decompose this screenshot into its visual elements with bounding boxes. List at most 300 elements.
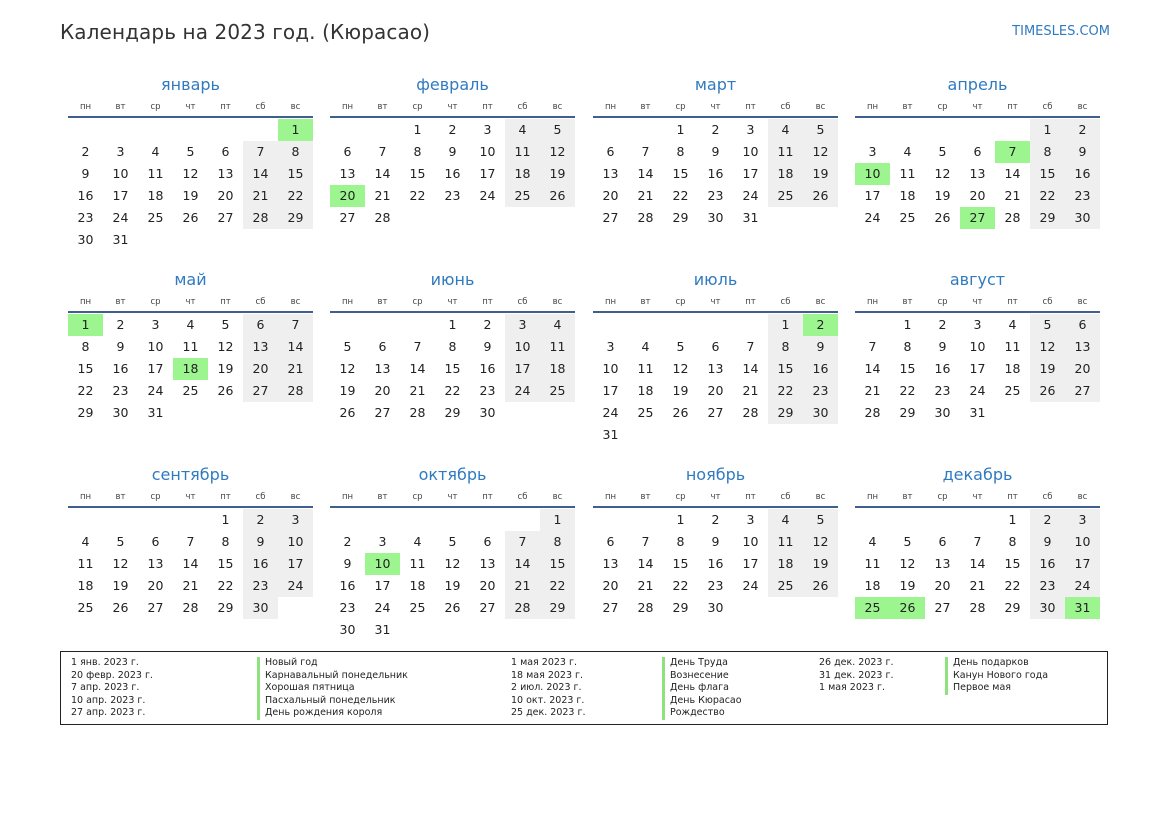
day-cell: 27 — [602, 210, 619, 225]
weekday-label: вт — [377, 102, 388, 112]
day-cell: 15 — [409, 166, 426, 181]
legend-holiday-name: Вознесение — [662, 670, 742, 683]
weekday-header — [68, 492, 313, 504]
weekday-label: сб — [255, 297, 266, 307]
day-cell: 19 — [339, 383, 356, 398]
weekday-label: сб — [1042, 102, 1053, 112]
day-cell: 9 — [711, 144, 720, 159]
day-cell: 1 — [1008, 512, 1017, 527]
day-cell: 20 — [217, 188, 234, 203]
weekday-header — [855, 492, 1100, 504]
day-cell: 6 — [606, 534, 615, 549]
day-cell: 4 — [868, 534, 877, 549]
day-cell: 12 — [217, 339, 234, 354]
day-cell: 16 — [444, 166, 461, 181]
day-cell: 14 — [505, 553, 540, 575]
day-cell: 2 — [483, 317, 492, 332]
day-cell: 30 — [112, 405, 129, 420]
day-cell: 16 — [707, 556, 724, 571]
day-cell: 4 — [903, 144, 912, 159]
day-cell: 7 — [413, 339, 422, 354]
day-cell: 25 — [637, 405, 654, 420]
day-cell: 9 — [938, 339, 947, 354]
day-cell: 8 — [1030, 141, 1065, 163]
weekday-label: чт — [972, 102, 983, 112]
day-cell: 28 — [969, 600, 986, 615]
day-cell: 7 — [378, 144, 387, 159]
legend-date: 1 мая 2023 г. — [819, 682, 885, 694]
day-cell: 1 — [448, 317, 457, 332]
legend-holiday-name: Рождество — [662, 707, 742, 720]
legend-date: 1 мая 2023 г. — [511, 657, 577, 668]
weekday-label: вт — [377, 492, 388, 502]
day-cell: 29 — [768, 402, 803, 424]
day-cell: 12 — [672, 361, 689, 376]
weekday-label: вс — [290, 102, 301, 112]
day-cell: 11 — [505, 141, 540, 163]
day-cell: 9 — [711, 534, 720, 549]
day-cell: 28 — [182, 600, 199, 615]
day-cell: 17 — [112, 188, 129, 203]
day-cell: 21 — [1004, 188, 1021, 203]
weekday-label: пт — [1007, 102, 1018, 112]
day-cell: 27 — [217, 210, 234, 225]
day-cell: 10 — [742, 534, 759, 549]
day-cell: 21 — [182, 578, 199, 593]
day-cell: 3 — [606, 339, 615, 354]
day-cell: 16 — [339, 578, 356, 593]
day-cell: 2 — [1030, 509, 1065, 531]
weekday-label: вт — [640, 102, 651, 112]
day-cell: 20 — [1065, 358, 1100, 380]
legend-holiday-name: Пасхальный понедельник — [257, 695, 408, 708]
day-cell: 23 — [243, 575, 278, 597]
day-cell: 27 — [339, 210, 356, 225]
day-cell: 13 — [479, 556, 496, 571]
day-cell: 25 — [1004, 383, 1021, 398]
day-cell: 13 — [1065, 336, 1100, 358]
day-cell: 21 — [864, 383, 881, 398]
day-cell: 29 — [444, 405, 461, 420]
day-cell: 27 — [147, 600, 164, 615]
weekday-header — [68, 102, 313, 114]
weekday-label: ср — [150, 492, 161, 502]
day-cell: 16 — [479, 361, 496, 376]
day-cell: 1 — [768, 314, 803, 336]
day-cell: 17 — [1065, 553, 1100, 575]
day-cell: 7 — [641, 534, 650, 549]
weekday-label: сб — [255, 492, 266, 502]
day-cell: 25 — [540, 380, 575, 402]
day-cell: 23 — [339, 600, 356, 615]
day-cell: 22 — [540, 575, 575, 597]
day-cell: 18 — [637, 383, 654, 398]
day-cell: 6 — [378, 339, 387, 354]
weekday-label: вт — [902, 102, 913, 112]
month-rule — [330, 506, 575, 508]
day-cell: 9 — [483, 339, 492, 354]
day-cell: 28 — [278, 380, 313, 402]
weekday-label: вс — [552, 297, 563, 307]
day-cell: 2 — [1065, 119, 1100, 141]
day-cell: 16 — [803, 358, 838, 380]
weekday-label: вс — [552, 102, 563, 112]
legend-date: 10 апр. 2023 г. — [71, 694, 146, 706]
holiday-day-cell: 26 — [890, 597, 925, 619]
day-cell: 29 — [540, 597, 575, 619]
day-cell: 31 — [602, 427, 619, 442]
weekday-label: пт — [745, 297, 756, 307]
day-cell: 22 — [672, 188, 689, 203]
day-cell: 26 — [934, 210, 951, 225]
day-cell: 15 — [540, 553, 575, 575]
day-cell: 13 — [969, 166, 986, 181]
weekday-label: пн — [341, 102, 354, 112]
day-cell: 15 — [444, 361, 461, 376]
day-cell: 12 — [339, 361, 356, 376]
day-cell: 21 — [409, 383, 426, 398]
legend-dates-column — [71, 657, 153, 720]
day-cell: 8 — [448, 339, 457, 354]
day-cell: 19 — [217, 361, 234, 376]
day-cell: 13 — [243, 336, 278, 358]
holiday-day-cell: 7 — [995, 141, 1030, 163]
day-cell: 30 — [707, 210, 724, 225]
weekday-label: пн — [866, 297, 879, 307]
day-cell: 5 — [343, 339, 352, 354]
day-cell: 11 — [768, 141, 803, 163]
day-cell: 20 — [243, 358, 278, 380]
day-cell: 10 — [112, 166, 129, 181]
holiday-day-cell: 27 — [960, 207, 995, 229]
day-cell: 22 — [217, 578, 234, 593]
day-cell: 27 — [707, 405, 724, 420]
day-cell: 3 — [483, 122, 492, 137]
day-cell: 4 — [505, 119, 540, 141]
legend-date: 31 дек. 2023 г. — [819, 669, 894, 681]
weekday-label: пн — [79, 102, 92, 112]
day-cell: 11 — [899, 166, 916, 181]
weekday-label: пт — [1007, 492, 1018, 502]
day-cell: 12 — [934, 166, 951, 181]
day-cell: 20 — [479, 578, 496, 593]
day-cell: 5 — [186, 144, 195, 159]
day-cell: 14 — [374, 166, 391, 181]
holiday-day-cell: 2 — [803, 314, 838, 336]
day-cell: 5 — [676, 339, 685, 354]
legend-date: 2 июл. 2023 г. — [511, 682, 582, 694]
day-cell: 4 — [641, 339, 650, 354]
page-title: Календарь на 2023 год. (Кюрасао) — [60, 20, 431, 44]
day-cell: 15 — [768, 358, 803, 380]
day-cell: 18 — [147, 188, 164, 203]
day-cell: 16 — [77, 188, 94, 203]
day-cell: 24 — [147, 383, 164, 398]
month-name: март — [694, 75, 737, 94]
day-cell: 24 — [1065, 575, 1100, 597]
day-cell: 22 — [444, 383, 461, 398]
weekday-label: чт — [972, 492, 983, 502]
day-cell: 21 — [969, 578, 986, 593]
day-cell: 11 — [147, 166, 164, 181]
day-cell: 11 — [637, 361, 654, 376]
day-cell: 6 — [973, 144, 982, 159]
day-cell: 21 — [278, 358, 313, 380]
legend-date: 7 апр. 2023 г. — [71, 682, 140, 694]
day-cell: 26 — [672, 405, 689, 420]
day-cell: 11 — [768, 531, 803, 553]
day-cell: 2 — [343, 534, 352, 549]
day-cell: 16 — [934, 361, 951, 376]
weekday-label: пт — [220, 492, 231, 502]
day-cell: 23 — [77, 210, 94, 225]
day-cell: 30 — [339, 622, 356, 637]
weekday-label: чт — [447, 492, 458, 502]
day-cell: 14 — [182, 556, 199, 571]
day-cell: 22 — [1004, 578, 1021, 593]
day-cell: 23 — [112, 383, 129, 398]
day-cell: 26 — [1030, 380, 1065, 402]
day-cell: 26 — [540, 185, 575, 207]
day-cell: 2 — [81, 144, 90, 159]
day-cell: 15 — [217, 556, 234, 571]
day-cell: 11 — [1004, 339, 1021, 354]
day-cell: 3 — [116, 144, 125, 159]
holiday-day-cell: 1 — [278, 119, 313, 141]
day-cell: 26 — [182, 210, 199, 225]
day-cell: 9 — [343, 556, 352, 571]
weekday-label: вс — [290, 297, 301, 307]
day-cell: 19 — [540, 163, 575, 185]
day-cell: 20 — [147, 578, 164, 593]
site-link[interactable]: TIMESLES.COM — [1012, 24, 1110, 39]
day-cell: 18 — [768, 163, 803, 185]
day-cell: 12 — [444, 556, 461, 571]
month-name: апрель — [947, 75, 1008, 94]
month-name: сентябрь — [151, 465, 230, 484]
day-cell: 29 — [899, 405, 916, 420]
day-cell: 12 — [803, 141, 838, 163]
day-cell: 4 — [81, 534, 90, 549]
day-cell: 22 — [672, 578, 689, 593]
weekday-label: пт — [482, 102, 493, 112]
day-cell: 24 — [112, 210, 129, 225]
day-cell: 3 — [868, 144, 877, 159]
weekday-label: сб — [780, 492, 791, 502]
month-rule — [68, 116, 313, 118]
month-rule — [593, 506, 838, 508]
day-cell: 21 — [637, 578, 654, 593]
day-cell: 30 — [1030, 597, 1065, 619]
day-cell: 28 — [409, 405, 426, 420]
day-cell: 17 — [479, 166, 496, 181]
day-cell: 5 — [540, 119, 575, 141]
day-cell: 21 — [505, 575, 540, 597]
day-cell: 25 — [768, 575, 803, 597]
weekday-label: чт — [447, 102, 458, 112]
day-cell: 20 — [934, 578, 951, 593]
day-cell: 30 — [479, 405, 496, 420]
day-cell: 12 — [540, 141, 575, 163]
day-cell: 1 — [903, 317, 912, 332]
day-cell: 1 — [676, 512, 685, 527]
legend-dates-column — [511, 657, 586, 720]
weekday-label: пн — [341, 492, 354, 502]
weekday-label: ср — [675, 102, 686, 112]
weekday-label: чт — [972, 297, 983, 307]
weekday-label: пт — [745, 102, 756, 112]
day-cell: 1 — [413, 122, 422, 137]
day-cell: 8 — [413, 144, 422, 159]
day-cell: 29 — [217, 600, 234, 615]
month-rule — [855, 311, 1100, 313]
day-cell: 10 — [505, 336, 540, 358]
day-cell: 23 — [444, 188, 461, 203]
weekday-label: сб — [780, 297, 791, 307]
day-cell: 2 — [711, 512, 720, 527]
day-cell: 18 — [899, 188, 916, 203]
day-cell: 26 — [803, 185, 838, 207]
legend-date: 25 дек. 2023 г. — [511, 707, 586, 719]
day-cell: 10 — [147, 339, 164, 354]
day-cell: 1 — [540, 509, 575, 531]
weekday-label: пт — [220, 297, 231, 307]
day-cell: 8 — [676, 534, 685, 549]
day-cell: 8 — [1008, 534, 1017, 549]
day-cell: 14 — [969, 556, 986, 571]
day-cell: 25 — [409, 600, 426, 615]
day-cell: 17 — [742, 166, 759, 181]
day-cell: 19 — [444, 578, 461, 593]
day-cell: 12 — [899, 556, 916, 571]
legend-holiday-name: День Кюрасао — [662, 695, 742, 708]
weekday-label: вт — [115, 297, 126, 307]
weekday-label: вт — [902, 297, 913, 307]
day-cell: 2 — [711, 122, 720, 137]
day-cell: 3 — [973, 317, 982, 332]
legend-holiday-name: День Труда — [662, 657, 742, 670]
day-cell: 26 — [339, 405, 356, 420]
day-cell: 18 — [540, 358, 575, 380]
month-name: июль — [693, 270, 738, 289]
day-cell: 19 — [1030, 358, 1065, 380]
legend-date: 27 апр. 2023 г. — [71, 707, 146, 719]
day-cell: 31 — [112, 232, 129, 247]
day-cell: 23 — [934, 383, 951, 398]
weekday-label: вт — [640, 297, 651, 307]
weekday-label: вт — [115, 492, 126, 502]
day-cell: 22 — [1030, 185, 1065, 207]
weekday-header — [330, 492, 575, 504]
day-cell: 14 — [637, 556, 654, 571]
day-cell: 5 — [116, 534, 125, 549]
day-cell: 19 — [112, 578, 129, 593]
day-cell: 7 — [746, 339, 755, 354]
day-cell: 22 — [899, 383, 916, 398]
weekday-header — [593, 102, 838, 114]
weekday-label: ср — [150, 297, 161, 307]
weekday-label: сб — [255, 102, 266, 112]
weekday-label: вт — [902, 492, 913, 502]
day-cell: 30 — [77, 232, 94, 247]
day-cell: 8 — [278, 141, 313, 163]
weekday-header — [593, 492, 838, 504]
day-cell: 19 — [672, 383, 689, 398]
day-cell: 13 — [934, 556, 951, 571]
day-cell: 18 — [768, 553, 803, 575]
day-cell: 15 — [672, 556, 689, 571]
day-cell: 31 — [374, 622, 391, 637]
day-cell: 11 — [409, 556, 426, 571]
legend-names-column — [257, 657, 408, 720]
month-rule — [68, 506, 313, 508]
month-name: декабрь — [942, 465, 1013, 484]
day-cell: 11 — [864, 556, 881, 571]
day-cell: 1 — [1030, 119, 1065, 141]
day-cell: 17 — [742, 556, 759, 571]
day-cell: 17 — [147, 361, 164, 376]
day-cell: 7 — [868, 339, 877, 354]
weekday-header — [68, 297, 313, 309]
month-name: август — [949, 270, 1006, 289]
month-name: июнь — [430, 270, 475, 289]
month-rule — [330, 116, 575, 118]
day-cell: 22 — [409, 188, 426, 203]
weekday-header — [855, 297, 1100, 309]
weekday-label: пт — [220, 102, 231, 112]
day-cell: 20 — [602, 188, 619, 203]
day-cell: 28 — [637, 600, 654, 615]
weekday-label: ср — [675, 297, 686, 307]
day-cell: 15 — [899, 361, 916, 376]
weekday-label: чт — [710, 297, 721, 307]
day-cell: 11 — [540, 336, 575, 358]
day-cell: 2 — [448, 122, 457, 137]
legend-holiday-name: День подарков — [945, 657, 1048, 670]
day-cell: 14 — [278, 336, 313, 358]
day-cell: 9 — [116, 339, 125, 354]
day-cell: 23 — [707, 578, 724, 593]
day-cell: 3 — [1065, 509, 1100, 531]
weekday-label: пн — [341, 297, 354, 307]
day-cell: 14 — [864, 361, 881, 376]
weekday-label: вс — [290, 492, 301, 502]
weekday-label: сб — [517, 102, 528, 112]
legend-holiday-name: Хорошая пятница — [257, 682, 408, 695]
day-cell: 26 — [112, 600, 129, 615]
day-cell: 24 — [864, 210, 881, 225]
weekday-label: ср — [675, 492, 686, 502]
holiday-day-cell: 25 — [855, 597, 890, 619]
weekday-label: пт — [1007, 297, 1018, 307]
holiday-day-cell: 10 — [365, 553, 400, 575]
weekday-label: пн — [604, 492, 617, 502]
day-cell: 28 — [374, 210, 391, 225]
day-cell: 14 — [1004, 166, 1021, 181]
day-cell: 18 — [1004, 361, 1021, 376]
day-cell: 12 — [182, 166, 199, 181]
legend-holiday-name: Канун Нового года — [945, 670, 1048, 683]
day-cell: 18 — [409, 578, 426, 593]
day-cell: 6 — [483, 534, 492, 549]
day-cell: 5 — [803, 509, 838, 531]
day-cell: 13 — [217, 166, 234, 181]
weekday-label: ср — [412, 297, 423, 307]
day-cell: 25 — [505, 185, 540, 207]
day-cell: 17 — [278, 553, 313, 575]
day-cell: 15 — [1030, 163, 1065, 185]
day-cell: 17 — [864, 188, 881, 203]
